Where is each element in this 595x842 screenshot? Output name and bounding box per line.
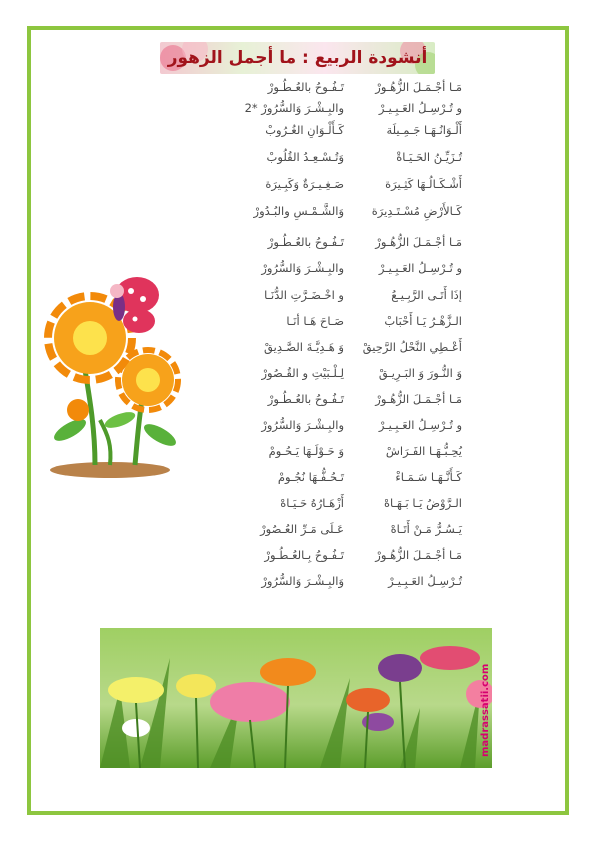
- poem-line: [262, 418, 462, 438]
- poem-second-hemistich: وَالبِـشْـرَ وَالسُّرُورْ: [261, 574, 344, 588]
- poem-first-hemistich: أَلْـوَانُـهَـا جَـمِـيلَة: [386, 123, 462, 137]
- poem-first-hemistich: وَ النُّـورَ وَ البَـرِيـقْ: [378, 366, 462, 380]
- poem-first-hemistich: الـرَّوْضُ يَـا بَـهَـاهْ: [383, 496, 462, 510]
- poem-second-hemistich: صَـغِـيـرَةٌ وَكَبِـيرَة: [265, 177, 344, 191]
- poem-second-hemistich: وَالشَّـمْـسِ والبُـدُورْ: [253, 204, 344, 218]
- poem-second-hemistich: تَـفُـوحُ بالعُـطُـورْ: [267, 392, 344, 406]
- poem-second-hemistich: و اخْـضَـرَّتِ الدُّنَـا: [264, 288, 344, 302]
- poem-line: [262, 366, 462, 386]
- poem-second-hemistich: عَـلَى مَـرِّ العُـصُورْ: [260, 522, 344, 536]
- poem-second-hemistich: وَ حَـوْلَـهَا يَـحُـومْ: [268, 444, 344, 458]
- poem-second-hemistich: لِـلْـبَيْتِ و القُـصُورْ: [261, 366, 344, 380]
- poem-second-hemistich: والبِـشْـرَ وَالسُّرُورْ: [261, 261, 344, 275]
- poem-first-hemistich: يَـسُـرُّ مَـنْ أَتَـاهْ: [390, 522, 462, 536]
- poem-line: [262, 261, 462, 281]
- poem-second-hemistich: والبِـشْـرَ وَالسُّرُورْ: [261, 418, 344, 432]
- poem-second-hemistich: تَـفُـوحُ بالعُـطُـورْ: [267, 80, 344, 94]
- poem-first-hemistich: تُـرْسِـلُ العَـبِـيـرْ: [388, 574, 462, 588]
- poem-line: [262, 496, 462, 516]
- poem-first-hemistich: تُـزَيِّـنُ الحَـيَـاةْ: [396, 150, 462, 164]
- poem-first-hemistich: الـزَّهْـرُ يَـا أَحْبَابْ: [384, 314, 462, 328]
- tulip-photo: [100, 628, 492, 768]
- poem-second-hemistich: وَتُـسْـعِـدُ القُلُوبْ: [266, 150, 344, 164]
- poem-line: [262, 548, 462, 568]
- poem-line: [262, 288, 462, 308]
- poem-first-hemistich: يُحِـبُّـهَـا الفَـرَاشْ: [385, 444, 462, 458]
- poem-second-hemistich: تَـحُـفُّـهَا نُجُـومْ: [277, 470, 344, 484]
- poem-first-hemistich: مَـا أجْـمَـلَ الزُّهُـورْ: [375, 548, 462, 562]
- site-watermark: madrassatii.com: [480, 663, 491, 757]
- poem-first-hemistich: إذَا أَتَـى الرَّبِـيـعُ: [391, 288, 462, 302]
- poem-second-hemistich: تَـفُـوحُ بِـالعُـطُـورْ: [264, 548, 344, 562]
- poem-line: [244, 101, 462, 121]
- poem-line: [262, 444, 462, 464]
- poem-line: [262, 235, 462, 255]
- poem-first-hemistich: أَعْـطِي النَّحْلُ الرَّحِيقْ: [362, 340, 462, 354]
- poem-line: [262, 470, 462, 490]
- poem-second-hemistich: والبِـشْـرَ وَالسُّرُورْ *2: [244, 101, 344, 115]
- poem-line: [262, 392, 462, 412]
- small-flower: [118, 350, 178, 410]
- poem-line: [262, 123, 462, 143]
- poem-second-hemistich: أَزْهَـارُهُ حَـيَـاهْ: [280, 496, 344, 510]
- poem-second-hemistich: صَـاحَ هَـا أنَـا: [286, 314, 344, 328]
- poem-first-hemistich: كَـالأَرْضِ مُسْـتَـدِيرَة: [371, 204, 462, 218]
- poem-line: [262, 150, 462, 170]
- poem-first-hemistich: مَـا أجْـمَـلَ الزُّهُـورْ: [375, 80, 462, 94]
- poem-line: [262, 80, 462, 100]
- poem-first-hemistich: و تُـرْسِـلُ العَـبِـيـرْ: [378, 101, 462, 115]
- poem-first-hemistich: و تُـرْسِـلُ العَـبِـيـرْ: [378, 261, 462, 275]
- poem-second-hemistich: كَـأَلْـوَانِ الغُـرُوبْ: [265, 123, 344, 137]
- poem-line: [262, 314, 462, 334]
- poem-first-hemistich: كَـأَنَّـهَـا سَـمَـاءْ: [395, 470, 462, 484]
- poem-first-hemistich: مَـا أجْـمَـلَ الزُّهُـورْ: [375, 235, 462, 249]
- poem-line: [262, 574, 462, 594]
- poem-line: [253, 204, 462, 224]
- poem-second-hemistich: تَـفُـوحُ بالعُـطُـورْ: [267, 235, 344, 249]
- flower-butterfly-illustration: [40, 270, 190, 485]
- poem-first-hemistich: مَـا أجْـمَـلَ الزُّهُـورْ: [375, 392, 462, 406]
- poem-first-hemistich: و تُـرْسِـلُ العَـبِـيـرْ: [378, 418, 462, 432]
- poem-line: [262, 177, 462, 197]
- poem-first-hemistich: أَشْـكَـالُـهَا كَثِـيرَة: [385, 177, 462, 191]
- bud-flower: [67, 399, 89, 421]
- poem-title: أنشودة الربيع : ما أجمل الزهور: [167, 48, 428, 68]
- poem-second-hemistich: وَ هَـدِيَّـةَ الصَّـدِيقْ: [264, 340, 344, 354]
- poem-line: [262, 340, 462, 360]
- poem-line: [262, 522, 462, 542]
